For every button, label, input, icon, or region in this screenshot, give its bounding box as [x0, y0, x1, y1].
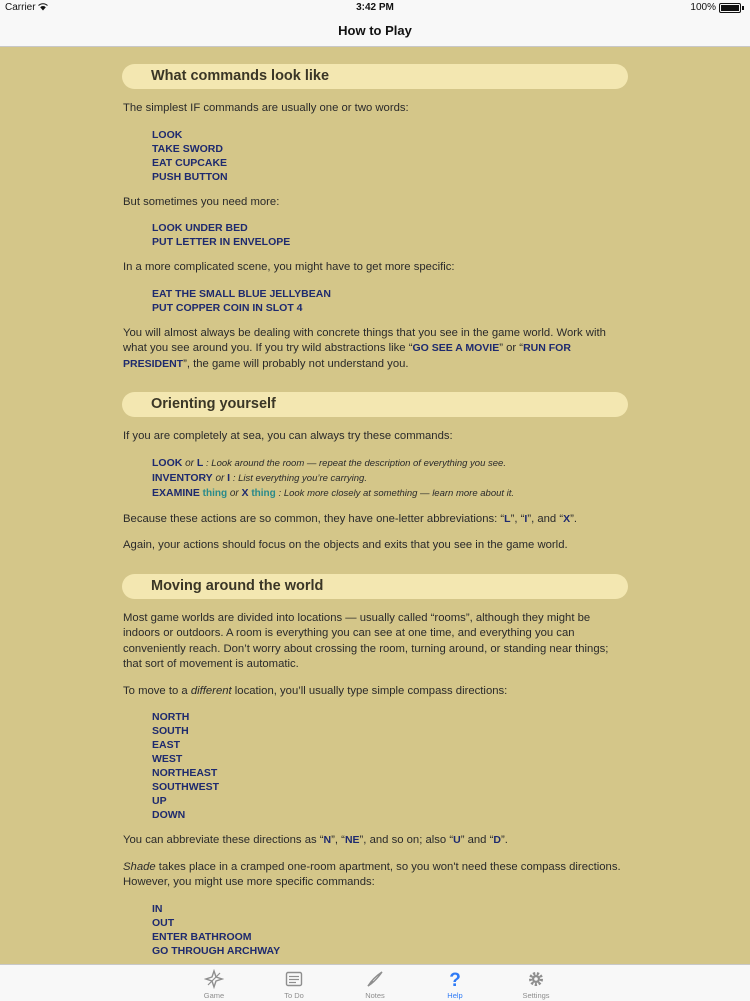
paragraph: In a more complicated scene, you might have to get more specific:	[123, 261, 455, 273]
inline-command: X	[563, 512, 571, 525]
command: X	[241, 486, 249, 499]
section-header-commands	[122, 64, 628, 89]
command-item: SOUTHWEST	[152, 781, 220, 793]
command-list	[152, 287, 628, 315]
command: INVENTORY	[152, 471, 213, 484]
or-label: or	[215, 472, 225, 484]
svg-text:?: ?	[449, 970, 461, 989]
battery-tip	[742, 6, 744, 10]
command-item: IN	[152, 902, 163, 915]
or-label: or	[229, 487, 239, 499]
command: EXAMINE	[152, 486, 200, 499]
text: You will almost always be dealing with concrete things that you see in the game world. Work with what you see around you. If you try wild abstractions like “	[123, 326, 606, 354]
emphasis: different	[190, 684, 232, 697]
command-item: LOOK	[152, 128, 183, 141]
command-line	[152, 456, 628, 471]
command-item: NORTHEAST	[152, 767, 218, 779]
command-item: TAKE SWORD	[152, 142, 223, 155]
tab-label: To Do	[284, 991, 304, 1000]
command-item: DOWN	[152, 809, 186, 821]
inline-command: D	[493, 834, 501, 846]
inline-command: I	[524, 512, 528, 525]
text: ”, and so on; also “	[359, 834, 454, 846]
command-item: NORTH	[152, 711, 190, 723]
status-bar	[0, 0, 750, 16]
command-item: LOOK UNDER BED	[152, 222, 248, 234]
paragraph	[123, 326, 628, 373]
tab-label: Help	[447, 991, 463, 1000]
command-item: OUT	[152, 916, 175, 929]
direction-list	[152, 710, 628, 822]
paragraph: Again, your actions should focus on the objects and exits that you see in the game world.	[123, 539, 568, 551]
command-item: PUT COPPER COIN IN SLOT 4	[152, 301, 303, 314]
nav-bar	[0, 16, 750, 47]
page-title: How to Play	[338, 23, 412, 38]
command-item: PUT LETTER IN ENVELOPE	[152, 236, 291, 248]
battery-percent: 100%	[690, 2, 716, 13]
command-list	[152, 128, 628, 184]
command-line	[152, 486, 628, 501]
command: I	[227, 471, 231, 484]
section-header-orienting	[122, 392, 628, 417]
text: You can abbreviate these directions as “	[123, 834, 324, 846]
paragraph	[123, 833, 628, 849]
text: ” and “	[460, 834, 494, 846]
command: LOOK	[152, 456, 183, 469]
carrier-text: Carrier	[5, 2, 36, 13]
text: Because these actions are so common, they have one-letter abbreviations: “	[123, 512, 505, 525]
status-time: 3:42 PM	[356, 2, 394, 13]
command-item: EAST	[152, 739, 181, 751]
paragraph: Most game worlds are divided into locations — usually called “rooms”, although they might be indoors or outdoors. A room is everything you can see at one time, and everything you can conveniently reach. Don’t worry about crossing the room, turning around, or standing near things; that sort of movement is automatic.	[123, 611, 609, 670]
section-title: What commands look like	[151, 68, 330, 84]
tab-settings[interactable]	[506, 969, 566, 1000]
text: ”.	[500, 834, 508, 846]
settings-icon	[526, 969, 546, 989]
command: L	[196, 456, 204, 469]
paragraph: The simplest IF commands are usually one or two words:	[123, 102, 409, 114]
tab-label: Game	[203, 991, 225, 1000]
command-line	[152, 471, 628, 486]
help-icon	[445, 969, 465, 989]
text: location, you’ll usually type simple compass directions:	[231, 684, 508, 697]
command-list	[152, 902, 628, 958]
command-description: : Look around the room — repeat the description of everything you see.	[206, 457, 506, 469]
text: ”.	[570, 512, 578, 525]
battery-icon	[719, 3, 741, 13]
command-item: SOUTH	[152, 725, 189, 737]
inline-command: RUN FOR PRESIDENT	[123, 342, 571, 370]
help-content[interactable]	[0, 47, 750, 964]
or-label: or	[185, 457, 195, 469]
command-item: ENTER BATHROOM	[152, 930, 252, 943]
section-title: Orienting yourself	[151, 396, 276, 412]
tab-bar	[0, 964, 750, 1001]
game-title: Shade	[123, 860, 156, 873]
inline-command: N	[323, 834, 332, 846]
todo-icon	[284, 969, 304, 989]
paragraph	[123, 860, 628, 891]
command-item: PUSH BUTTON	[152, 170, 228, 183]
tab-label: Settings	[522, 991, 550, 1000]
paragraph	[123, 684, 628, 700]
command-table	[123, 456, 628, 501]
section-title: Moving around the world	[151, 577, 324, 594]
battery-indicator	[690, 2, 744, 13]
paragraph: If you are completely at sea, you can always try these commands:	[123, 430, 453, 442]
command-item: EAT THE SMALL BLUE JELLYBEAN	[152, 287, 331, 300]
text: ” or “	[499, 342, 524, 354]
text: ”, “	[510, 512, 525, 525]
paragraph	[123, 512, 628, 528]
text: To move to a	[123, 684, 191, 697]
section-header-moving	[122, 574, 628, 599]
command-item: GO THROUGH ARCHWAY	[152, 944, 281, 957]
command-item: UP	[152, 795, 167, 807]
command-item: EAT CUPCAKE	[152, 156, 228, 169]
command-description: : List everything you’re carrying.	[232, 472, 367, 484]
placeholder-word: thing	[202, 487, 228, 499]
command-description: : Look more closely at something — learn more about it.	[278, 487, 515, 499]
inline-command: L	[504, 512, 511, 525]
game-icon	[204, 969, 224, 989]
inline-command: NE	[344, 834, 360, 846]
text: takes place in a cramped one-room apartment, so you won't need these compass directions. However, you might use more specific commands:	[123, 860, 621, 888]
notes-icon	[365, 969, 385, 989]
text: ”, “	[331, 834, 345, 846]
tab-label: Notes	[365, 991, 385, 1000]
paragraph: But sometimes you need more:	[123, 195, 280, 208]
inline-command: U	[453, 834, 461, 846]
help-article	[123, 64, 628, 964]
tab-notes[interactable]	[345, 969, 405, 1000]
command-list	[152, 221, 628, 249]
inline-command: GO SEE A MOVIE	[412, 342, 500, 354]
text: ”, the game will probably not understand you.	[183, 357, 409, 370]
text: ”, and “	[527, 512, 564, 525]
tab-todo[interactable]	[264, 969, 324, 1000]
command-item: WEST	[152, 753, 183, 765]
tab-game[interactable]	[184, 969, 244, 1000]
tab-help[interactable]	[425, 969, 485, 1000]
placeholder-word: thing	[251, 487, 276, 499]
